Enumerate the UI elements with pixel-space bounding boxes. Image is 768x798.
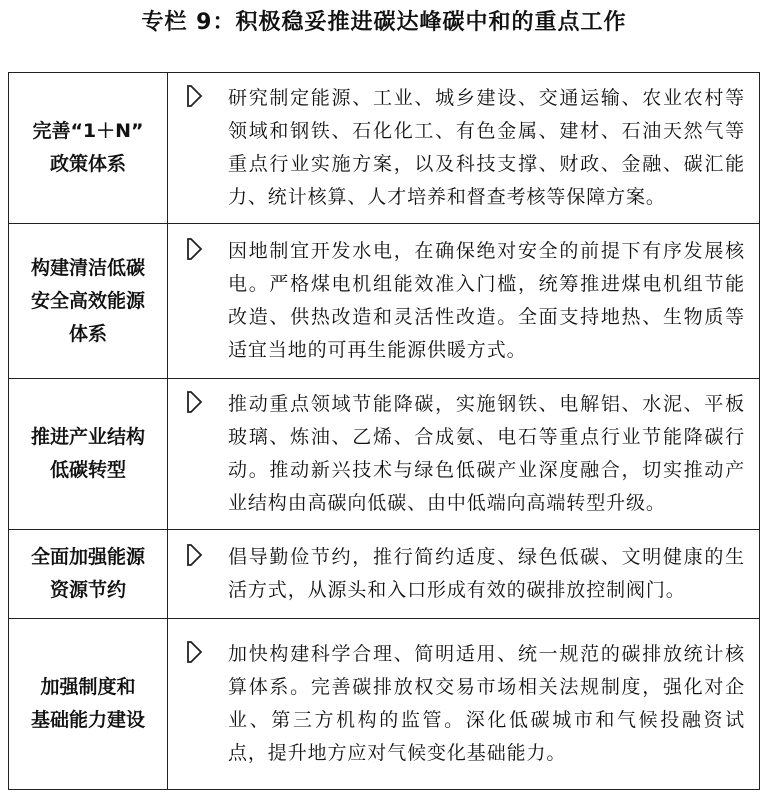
heading-line: 完善“1＋N” <box>32 120 144 142</box>
hollow-arrow-icon <box>184 83 206 109</box>
table-row <box>9 224 759 379</box>
heading-line: 安全高效能源 <box>30 289 145 312</box>
heading-line: 推进产业结构 <box>30 426 145 448</box>
row-content <box>168 73 760 224</box>
hollow-arrow-icon <box>184 236 206 262</box>
row-text: 研究制定能源、工业、城乡建设、交通运输、农业农村等领域和钢铁、石化化工、有色金属、建材、石油天然气等重点行业实施方案，以及科技支撑、财政、金融、碳汇能力、统计核算、人才培养和督查考核等保障方案。 <box>228 87 745 208</box>
table-row <box>9 530 759 619</box>
heading-line: 资源节约 <box>49 579 126 601</box>
heading-line: 体系 <box>68 322 107 345</box>
heading-line: 低碳转型 <box>49 459 126 481</box>
table-row <box>9 379 759 530</box>
row-content <box>168 379 760 530</box>
table-row <box>9 619 759 790</box>
row-heading <box>9 530 168 619</box>
heading-line: 全面加强能源 <box>30 546 145 568</box>
row-heading <box>9 619 168 790</box>
hollow-arrow-icon <box>184 389 206 415</box>
page-title: 专栏 9：积极稳妥推进碳达峰碳中和的重点工作 <box>141 10 627 35</box>
row-text: 因地制宜开发水电，在确保绝对安全的前提下有序发展核电。严格煤电机组能效准入门槛，统筹推进煤电机组节能改造、供热改造和灵活性改造。全面支持地热、生物质等适宜当地的可再生能源供暖方式。 <box>228 240 745 361</box>
row-heading <box>9 379 168 530</box>
row-text: 推动重点领域节能降碳，实施钢铁、电解铝、水泥、平板玻璃、炼油、乙烯、合成氨、电石等重点行业节能降碳行动。推动新兴技术与绿色低碳产业深度融合，切实推动产业结构由高碳向低碳、由中低端向高端转型升级。 <box>228 393 745 514</box>
row-heading <box>9 73 168 224</box>
heading-line: 政策体系 <box>49 153 126 175</box>
row-heading <box>9 224 168 379</box>
heading-line: 加强制度和 <box>40 676 136 698</box>
heading-line: 构建清洁低碳 <box>30 256 145 279</box>
heading-line: 基础能力建设 <box>30 709 145 731</box>
table-row <box>9 73 759 224</box>
row-text: 倡导勤俭节约，推行简约适度、绿色低碳、文明健康的生活方式，从源头和入口形成有效的碳排放控制阀门。 <box>228 546 745 601</box>
row-content <box>168 224 760 379</box>
row-content <box>168 530 760 619</box>
row-content <box>168 619 760 790</box>
row-text: 加快构建科学合理、简明适用、统一规范的碳排放统计核算体系。完善碳排放权交易市场相关法规制度，强化对企业、第三方机构的监管。深化低碳城市和气候投融资试点，提升地方应对气候变化基础能力。 <box>228 643 745 764</box>
hollow-arrow-icon <box>184 639 206 665</box>
key-tasks-table <box>8 72 760 790</box>
hollow-arrow-icon <box>184 542 206 568</box>
